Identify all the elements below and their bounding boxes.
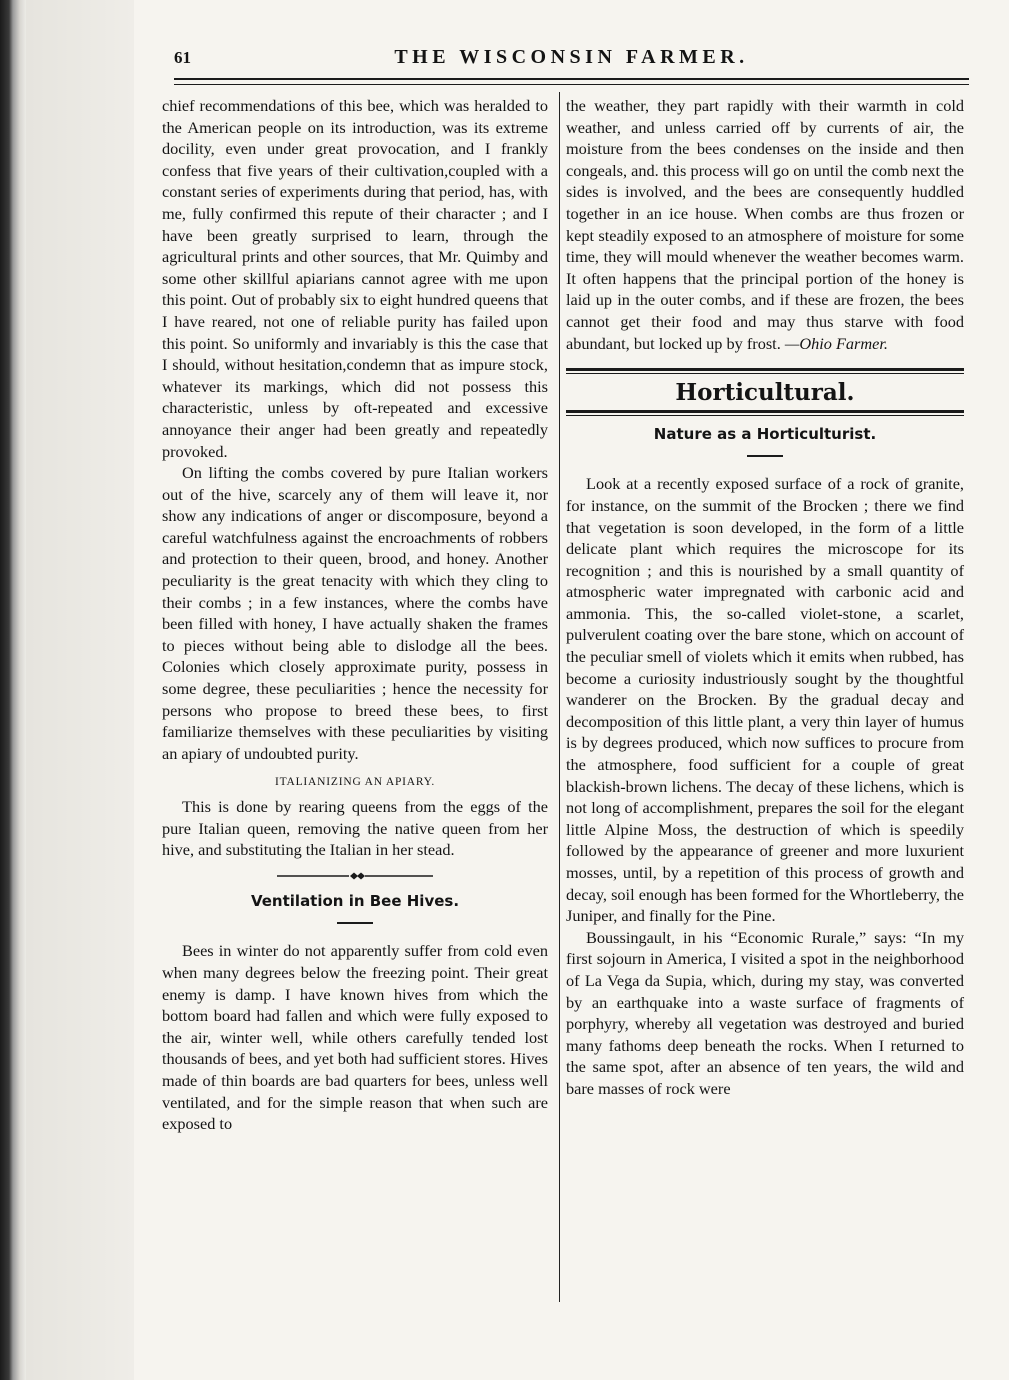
title-rule [747, 455, 783, 457]
paragraph [566, 95, 964, 354]
column-divider [559, 92, 560, 1302]
title-rule [337, 922, 373, 924]
paragraph: chief recommendations of this bee, which was heralded to the American people on its introduction, was its extreme docility, even under great provocation, and I frankly confess that five years of their cultivation,coupled with a constant series of experiments during that period, has, with me, fully confirmed this repute of their character ; and I have been greatly surprised to learn, through the agricultural prints and other sources, that Mr. Quimby and some other skillful apiarians cannot agree with me upon this point. Out of probably six to eight hundred queens that I have reared, not one of reliable purity has failed upon this point. So uniformly and invariably is this the case that I should, without hesitation,condemn that as impure stock, whatever its markings, which did not possess this characteristic, unless by oft-repeated and excessive annoyance their anger had been greatly and repeatedly provoked. [162, 96, 548, 461]
page-gutter [26, 0, 134, 1380]
page-header [174, 44, 969, 72]
paragraph: This is done by rearing queens from the eggs of the pure Italian queen, removing the native queen from her hive, and substituting the Italian in her stead. [162, 797, 548, 860]
book-page [134, 0, 1009, 1380]
article-title: Nature as a Horticulturist. [653, 424, 877, 443]
paragraph: Look at a recently exposed surface of a rock of granite, for instance, on the summit of the Brocken ; there we find that vegetation is soon developed, in the form of a little delicate plant which requires the microscope for its recognition ; and this is nourished by a small quantity of atmospheric water impregnated with carbonic acid and ammonia. This, the so-called violet-stone, a scarlet, pulverulent coating over the bare stone, which on account of the peculiar smell of violets which it emits when rubbed, has become a curiosity industriously sought by the thoughtful wanderer on the Brocken. By the gradual decay and decomposition of this little plant, a very thin layer of humus is by degrees produced, which now suffices to procure from the atmosphere, food sufficient for a couple of great blackish-brown lichens. The decay of these lichens, which is not long of accomplishment, prepares the soil for the elegant little Alpine Moss, the destruction of which is speedily followed by the appearance of greener and more luxurient mosses, until, by a repetition of this process of growth and decay, soil enough has been formed for the Whortleberry, the Juniper, and finally for the Pine. [566, 474, 964, 926]
section-rule-top [566, 368, 964, 374]
page-number: 61 [174, 48, 191, 67]
section-heading: Horticultural. [675, 379, 855, 407]
paragraph: Bees in winter do not apparently suffer from cold even when many degrees below the freezing point. Their great enemy is damp. I have known hives from which the bottom board had fallen and which were fully exposed to the air, winter well, while others carefully tended lost thousands of bees, and yet both had sufficient stores. Hives made of thin boards are bad quarters for bees, unless well ventilated, and for the simple reason that when such are exposed to [162, 941, 548, 1134]
paragraph-text: the weather, they part rapidly with their warmth in cold weather, and unless carried off by currents of air, the moisture from the bees condenses on the inside and then congeals, and. this process will go on until the comb next the sides is involved, and the bees are consequently huddled together in an ice house. When combs are thus frozen or kept steadily exposed to an atmosphere of moisture for some time, they will mould whenever the weather becomes warm. It often happens that the principal portion of the honey is laid up in the outer combs, and if these are frozen, the bees cannot get their food and may thus starve with food abundant, but locked up by frost. [566, 96, 964, 353]
book-binding-edge [0, 0, 26, 1380]
left-column [162, 95, 548, 1135]
right-column [566, 95, 964, 1100]
header-rule-top [174, 78, 969, 80]
source-credit: —Ohio Farmer. [784, 333, 888, 353]
ornament-divider [275, 871, 435, 881]
running-title: THE WISCONSIN FARMER. [394, 46, 749, 68]
article-title: Ventilation in Bee Hives. [250, 891, 460, 910]
section-rule-bottom [566, 410, 964, 416]
paragraph: Boussingault, in his “Economic Rurale,” says: “In my first sojourn in America, I visited a spot in the neighborhood of La Vega da Supia, which, during my stay, was converted by an earthquake into a waste surface of fragments of porphyry, whereby all vegetation was destroyed and buried many fathoms deep beneath the rocks. When I returned to the same spot, after an absence of ten years, the wild and bare masses of rock were [566, 927, 964, 1098]
paragraph: On lifting the combs covered by pure Italian workers out of the hive, scarcely any of them will leave it, nor show any indications of anger or discomposure, beyond a careful watchfulness against the encroachments of robbers and protection to their queen, brood, and honey. Another peculiarity is the great tenacity with which they cling to their combs ; in a few instances, where the combs have been filled with honey, I have actually shaken the frames to pieces without being able to dislodge all the bees. Colonies which closely approximate purity, possess in some degree, these peculiarities ; hence the necessity for persons who propose to breed these bees, to first familiarize themselves with these peculiarities by visiting an apiary of undoubted purity. [162, 463, 548, 763]
header-rule-bottom [174, 84, 969, 85]
subheading: ITALIANIZING AN APIARY. [274, 776, 436, 789]
